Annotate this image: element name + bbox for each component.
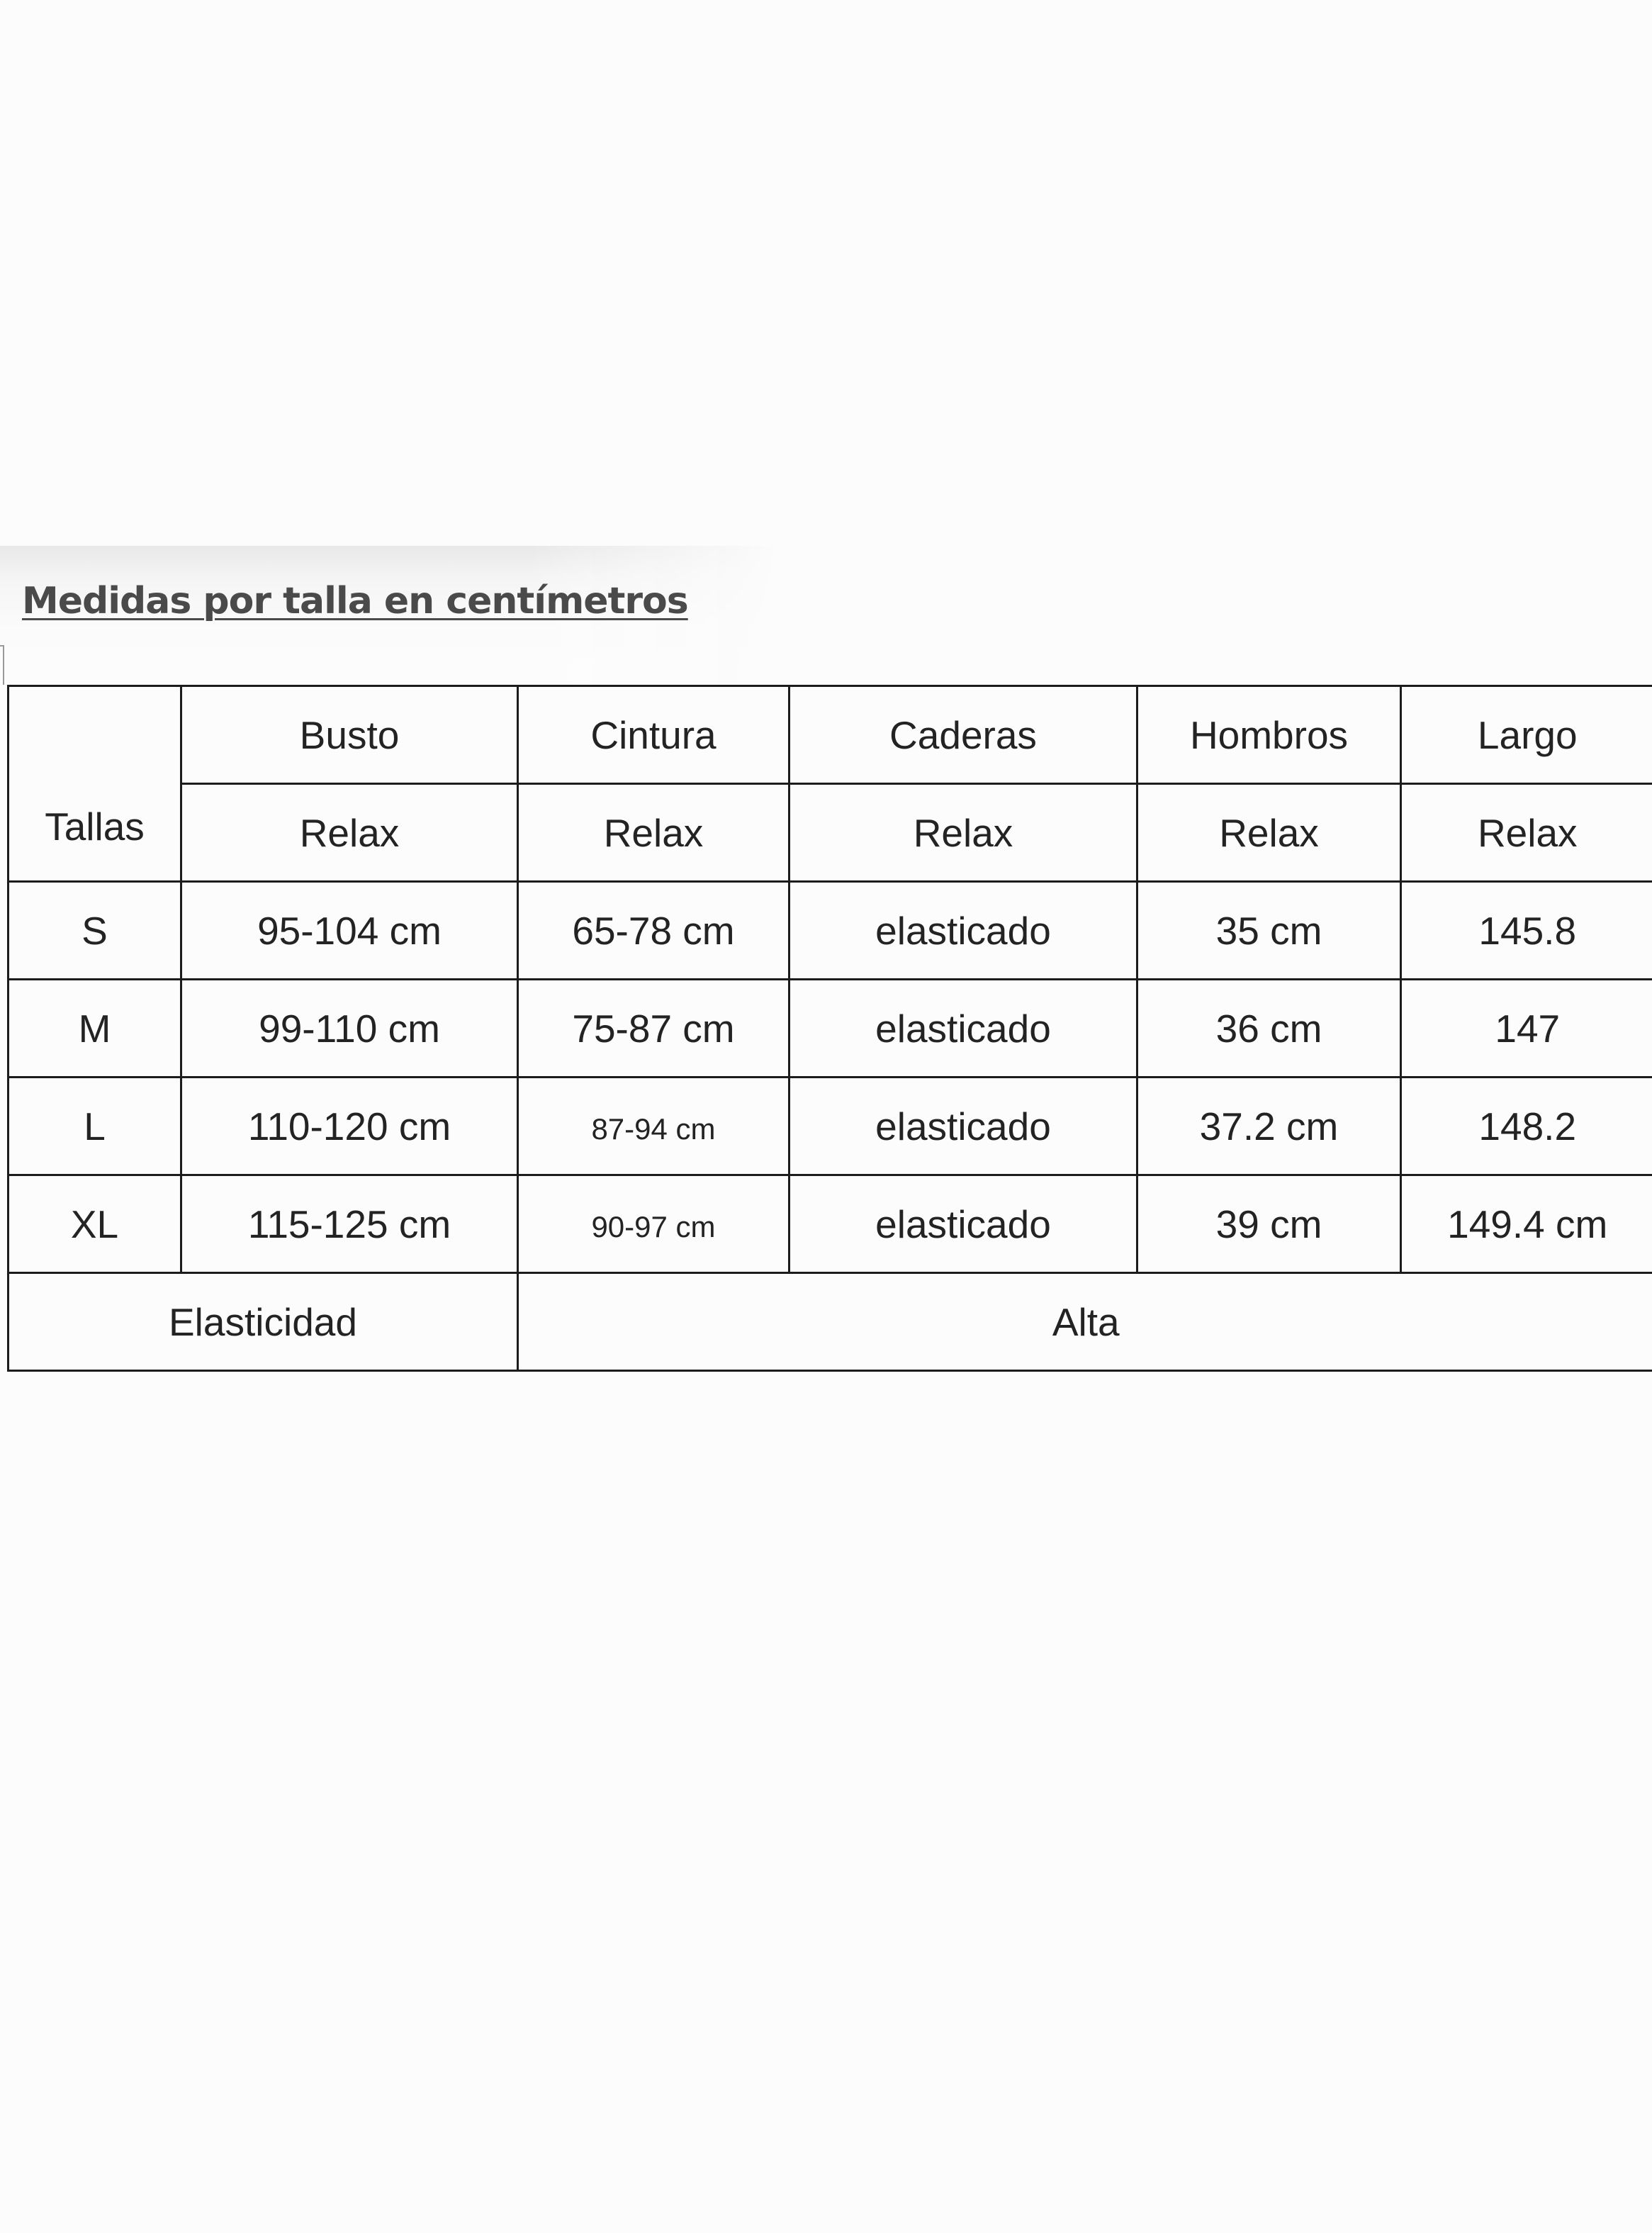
cell-hombros: 35 cm: [1137, 882, 1401, 980]
cell-hombros: 37.2 cm: [1137, 1078, 1401, 1175]
cell-largo: 145.8: [1401, 882, 1652, 980]
fit-row: [9, 784, 1652, 882]
fit-cell-caderas: Relax: [790, 784, 1137, 882]
size-header-cell: Tallas: [9, 686, 181, 882]
cell-caderas: elasticado: [790, 1175, 1137, 1273]
cell-busto: 99-110 cm: [181, 980, 518, 1078]
column-header-largo: Largo: [1401, 686, 1652, 784]
column-header-cintura: Cintura: [518, 686, 790, 784]
cell-cintura: 90-97 cm: [518, 1175, 790, 1273]
column-header-hombros: Hombros: [1137, 686, 1401, 784]
cell-largo: 148.2: [1401, 1078, 1652, 1175]
size-label: M: [9, 980, 181, 1078]
cell-largo: 149.4 cm: [1401, 1175, 1652, 1273]
cell-caderas: elasticado: [790, 882, 1137, 980]
table-row: [9, 882, 1652, 980]
elasticity-row: [9, 1273, 1652, 1371]
table-row: [9, 980, 1652, 1078]
fit-cell-largo: Relax: [1401, 784, 1652, 882]
table-header-row: [9, 686, 1652, 784]
table-row: [9, 1078, 1652, 1175]
cell-caderas: elasticado: [790, 980, 1137, 1078]
size-label: XL: [9, 1175, 181, 1273]
cell-cintura: 65-78 cm: [518, 882, 790, 980]
page-title: Medidas por talla en centímetros: [22, 580, 688, 622]
column-header-busto: Busto: [181, 686, 518, 784]
cell-hombros: 36 cm: [1137, 980, 1401, 1078]
cell-largo: 147: [1401, 980, 1652, 1078]
cell-hombros: 39 cm: [1137, 1175, 1401, 1273]
size-label: L: [9, 1078, 181, 1175]
column-header-caderas: Caderas: [790, 686, 1137, 784]
cell-busto: 115-125 cm: [181, 1175, 518, 1273]
cell-busto: 110-120 cm: [181, 1078, 518, 1175]
size-chart-table: [7, 685, 1652, 1372]
cell-cintura: 75-87 cm: [518, 980, 790, 1078]
size-label: S: [9, 882, 181, 980]
fit-cell-cintura: Relax: [518, 784, 790, 882]
fit-cell-busto: Relax: [181, 784, 518, 882]
elasticity-label: Elasticidad: [9, 1273, 518, 1371]
cell-caderas: elasticado: [790, 1078, 1137, 1175]
table-row: [9, 1175, 1652, 1273]
cell-busto: 95-104 cm: [181, 882, 518, 980]
fit-cell-hombros: Relax: [1137, 784, 1401, 882]
cell-cintura: 87-94 cm: [518, 1078, 790, 1175]
edge-mark: [0, 645, 4, 685]
elasticity-value: Alta: [518, 1273, 1652, 1371]
